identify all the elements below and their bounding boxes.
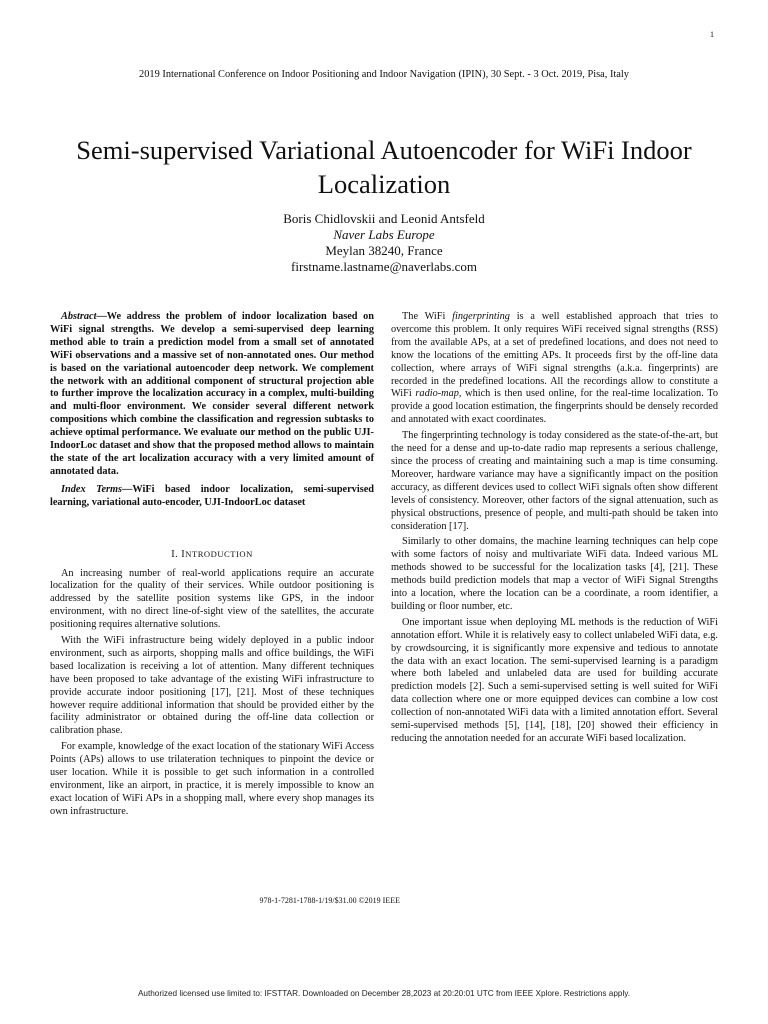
abstract-text: —We address the problem of indoor localization based on WiFi signal strengths. We develop a semi-supervised deep learning method able to train a prediction model from a small set of annotated WiFi observations and a massive set of non-annotated ones. Our method is based on the variational autoencoder deep network. We complement the network with an additional component of structural projection able to further improve the localization accuracy in a complex, multi-building and multi-floor environment. We consider several different network compositions which combine the classification and regression subtasks to achieve optimal performance. We evaluate our method on the public UJI-IndoorLoc dataset and show that the proposed method allows to maintain the state of the art localization accuracy with a very limited amount of annotated data. [50, 311, 374, 477]
page-number: 1 [710, 30, 714, 39]
index-terms [50, 484, 374, 510]
copyright-notice: 978-1-7281-1788-1/19/$31.00 ©2019 IEEE [259, 896, 400, 905]
paragraph: For example, knowledge of the exact location of the stationary WiFi Access Points (APs) allows to use trilateration techniques to pinpoint the device or user location. While it is possible to get such information in a controlled environment, like an airport, in practice, it is merely impossible to know an exact location of WiFi APs in a shopping mall, where every shop manages its own infrastructure. [50, 741, 374, 817]
license-footer: Authorized licensed use limited to: IFSTTAR. Downloaded on December 28,2023 at 20:20:01 UTC from IEEE Xplore. Restrictions apply. [137, 989, 631, 998]
author-names: Boris Chidlovskii and Leonid Antsfeld [283, 211, 485, 226]
abstract-label: Abstract [61, 311, 97, 322]
author-email: firstname.lastname@naverlabs.com [291, 259, 477, 274]
abstract [50, 311, 374, 479]
section-heading-introduction: I. INTRODUCTION [171, 548, 253, 560]
conference-header: 2019 International Conference on Indoor Positioning and Indoor Navigation (IPIN), 30 Sept. - 3 Oct. 2019, Pisa, Italy [139, 69, 629, 80]
index-terms-text: —WiFi based indoor localization, semi-supervised learning, variational auto-encoder, UJI-IndoorLoc dataset [50, 483, 374, 508]
paper-title: Semi-supervised Variational Autoencoder for WiFi Indoor Localization [76, 135, 692, 199]
paragraph: One important issue when deploying ML methods is the reduction of WiFi annotation effort. While it is relatively easy to collect unlabeled WiFi data, e.g. by crowdsourcing, it is significantly more expensive and tedious to annotate the data with an exact location. The semi-supervised learning is a paradigm where both labeled and unlabeled data are used for building accurate prediction models [2]. Such a semi-supervised setting is well suited for WiFi data collection where one or more equipped devices can combine a low cost collection of non-annotated WiFi data with a limited annotation effort. Several semi-supervised methods [5], [14], [18], [20] showed their efficiency in reducing the annotation needed for an accurate WiFi based localization. [391, 616, 718, 744]
author-city: Meylan 38240, France [325, 243, 443, 258]
right-column [391, 311, 718, 749]
paragraph: The fingerprinting technology is today considered as the state-of-the-art, but the need for a dense and up-to-date radio map represents a serious challenge, since the process of creating and maintaining such a map is time consuming. Moreover, hardware variance may have a significantly impact on the position accuracy, as different devices used to collect WiFi signals often show different levels of consistency. Moreover, other factors of the signal attenuation, such as physical obstructions, presence of people, and multi-path should be taken into consideration [17]. [391, 430, 718, 532]
paragraph: Similarly to other domains, the machine learning techniques can help cope with some factors of noisy and multivariate WiFi data. Indeed various ML methods showed to be successful for the localization tasks [4], [21]. These methods build prediction models that map a vector of WiFi Signal Strengths into a location, where the location can be a coordinate, a room identifier, a building or floor number, etc. [391, 536, 718, 612]
paragraph: With the WiFi infrastructure being widely deployed in a public indoor environment, such as airports, shopping malls and office buildings, the WiFi based localization is receiving a lot of attention. Many different techniques have been proposed to take advantage of the existing WiFi infrastructure to provide accurate indoor positioning [17], [21]. Most of these techniques however require additional information that should be provided either by the facility administrator or obtained during the off-line data collection or calibration phase. [50, 635, 374, 737]
left-column [50, 311, 374, 822]
paragraph-fingerprinting: The WiFi fingerprinting is a well established approach that tries to overcome this problem. It only requires WiFi received signal strengths (RSS) from the available APs, at a set of predefined locations, and does not need to know the locations of the emitting APs. It proceeds first by the off-line data collection, where arrays of WiFi signal strengths (a.k.a. fingerprints) are recorded in the predefined locations. All the recordings allow to constitute a WiFi radio-map, which is then used online, for the real-time localization. To provide a good location estimation, the fingerprints should be densely recorded and annotated with exact coordinates. [391, 311, 718, 426]
index-terms-label: Index Terms [61, 483, 123, 495]
author-affiliation: Naver Labs Europe [333, 227, 435, 242]
paragraph: An increasing number of real-world applications require an accurate localization for the quality of their services. While outdoor positioning is addressed by the satellite position systems like GPS, in the indoor environment, with no direct line-of-sight view of the satellites, the accurate positioning requires alternative solutions. [50, 567, 374, 631]
